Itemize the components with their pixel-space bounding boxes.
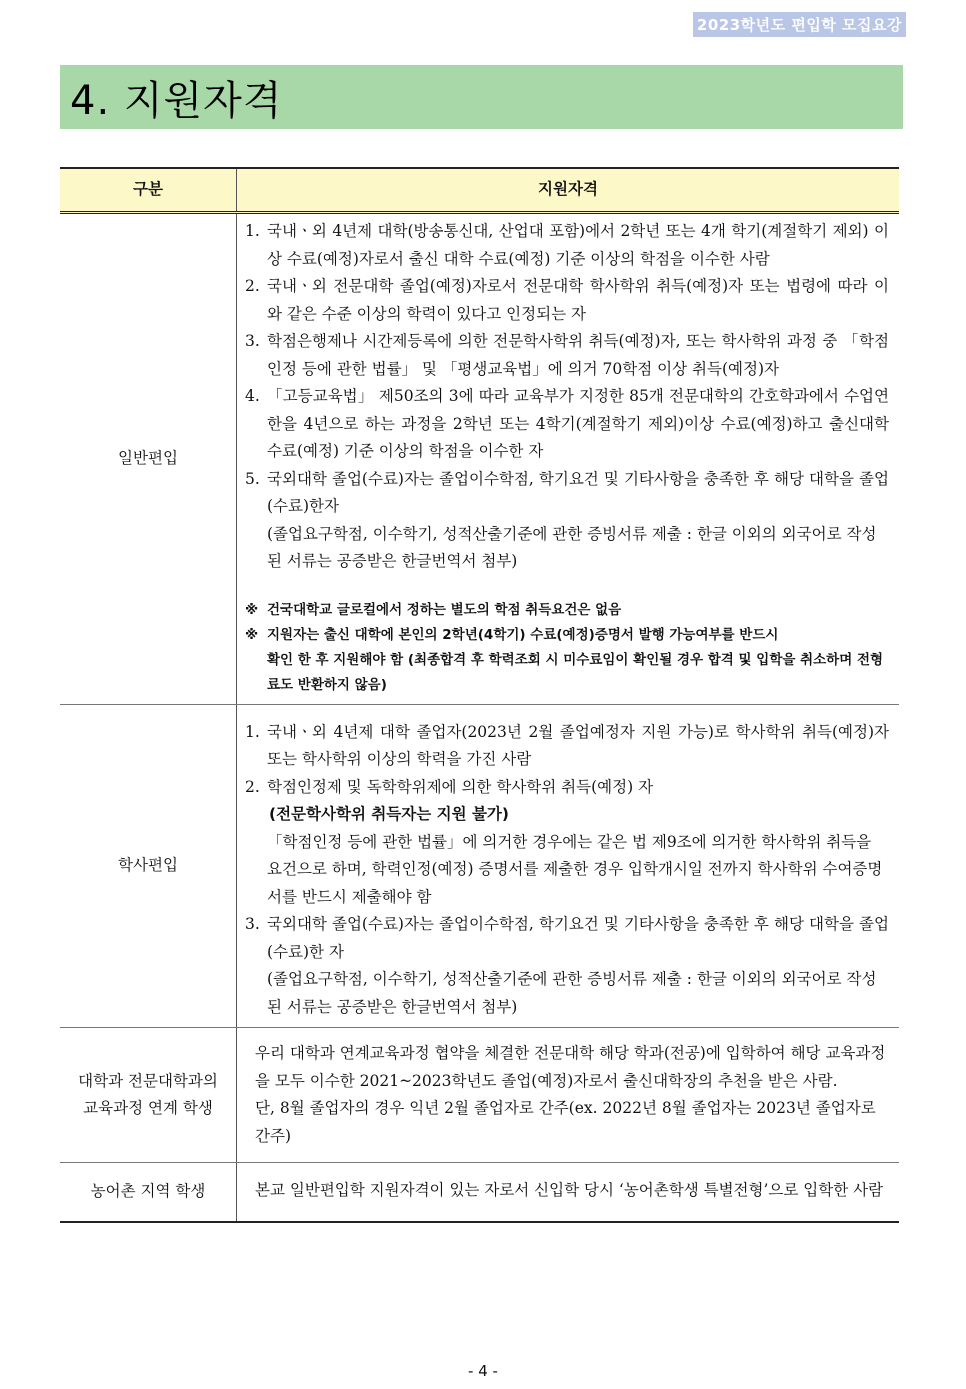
requirement-linked	[237, 1028, 900, 1163]
section-title-bar	[60, 65, 903, 129]
requirement-general	[237, 213, 900, 705]
notice-text: 건국대학교 글로컬에서 정하는 별도의 학점 취득요건은 없음	[267, 601, 622, 618]
item-number: 1.	[245, 222, 260, 240]
requirement-bachelor	[237, 704, 900, 1028]
eligibility-table	[60, 167, 899, 1223]
requirement-text: 단, 8월 졸업자의 경우 익년 2월 졸업자로 간주(ex. 2022년 8월 졸업자는 2023년 졸업자로 간주)	[255, 1099, 876, 1145]
list-item	[245, 774, 889, 802]
notice-line	[245, 623, 889, 698]
category-bachelor: 학사편입	[60, 704, 237, 1028]
item-text: 「고등교육법」 제50조의 3에 따라 교육부가 지정한 85개 전문대학의 간호학과에서 수업연한을 4년으로 하는 과정을 2학년 또는 4학기(계절학기 제외)이상 수료(예정)하고 출신대학 수료(예정) 기준 이상의 학점을 이수한 자	[267, 387, 889, 460]
notice-continuation: 확인 한 후 지원해야 함 (최종합격 후 학력조회 시 미수료임이 확인될 경우 합격 및 입학을 취소하며 전형료도 반환하지 않음)	[267, 651, 884, 693]
list-item	[245, 328, 889, 383]
table-row-bachelor	[60, 704, 899, 1028]
notice-mark: ※	[245, 626, 259, 643]
document-header-tag: 2023학년도 편입학 모집요강	[693, 12, 906, 37]
requirement-text: 우리 대학과 연계교육과정 협약을 체결한 전문대학 해당 학과(전공)에 입학하여 해당 교육과정을 모두 이수한 2021~2023학년도 졸업(예정)자로서 출신대학장의 추천을 받은 사람.	[255, 1044, 886, 1090]
list-item	[245, 383, 889, 466]
column-header-category: 구분	[60, 168, 237, 213]
item-number: 5.	[245, 469, 260, 488]
list-item	[245, 218, 889, 273]
item-text: 국내ㆍ외 4년제 대학 졸업자(2023년 2월 졸업예정자 지원 가능)로 학사학위 취득(예정)자 또는 학사학위 이상의 학력을 가진 사람	[267, 722, 889, 768]
list-item	[245, 273, 889, 328]
category-linked	[60, 1028, 237, 1163]
notice-line	[245, 598, 889, 623]
spacer	[245, 576, 889, 598]
item-text: 국외대학 졸업(수료)자는 졸업이수학점, 학기요건 및 기타사항을 충족한 후 해당 대학을 졸업(수료)한 자	[267, 915, 889, 961]
item-number: 3.	[245, 332, 260, 350]
category-general: 일반편입	[60, 213, 237, 705]
table-row-general	[60, 213, 899, 705]
item-emphasis: (전문학사학위 취득자는 지원 불가)	[269, 805, 509, 823]
list-item	[245, 466, 889, 521]
list-item	[245, 911, 889, 966]
item-number: 2.	[245, 277, 260, 295]
section-title: 4. 지원자격	[70, 77, 283, 124]
requirement-text: 본교 일반편입학 지원자격이 있는 자로서 신입학 당시 ‘농어촌학생 특별전형’으로 입학한 사람	[255, 1181, 884, 1199]
table-row-rural	[60, 1163, 899, 1222]
item-text: 국외대학 졸업(수료)자는 졸업이수학점, 학기요건 및 기타사항을 충족한 후 해당 대학을 졸업(수료)한자	[267, 469, 889, 515]
category-rural: 농어촌 지역 학생	[60, 1163, 237, 1222]
item-text: 국내ㆍ외 4년제 대학(방송통신대, 산업대 포함)에서 2학년 또는 4개 학기(계절학기 제외) 이상 수료(예정)자로서 출신 대학 수료(예정) 기준 이상의 학점을 이수한 사람	[267, 222, 889, 268]
item-text: 학점인정제 및 독학학위제에 의한 학사학위 취득(예정) 자	[267, 777, 654, 796]
page-number: - 4 -	[468, 1362, 498, 1380]
table-header-row	[60, 168, 899, 213]
item-note: (졸업요구학점, 이수학기, 성적산출기준에 관한 증빙서류 제출 : 한글 이외의 외국어로 작성된 서류는 공증받은 한글번역서 첨부)	[267, 970, 877, 1016]
category-line: 교육과정 연계 학생	[83, 1099, 213, 1117]
item-note: (졸업요구학점, 이수학기, 성적산출기준에 관한 증빙서류 제출 : 한글 이외의 외국어로 작성된 서류는 공증받은 한글번역서 첨부)	[267, 524, 877, 570]
item-number: 2.	[245, 777, 260, 796]
column-header-requirement: 지원자격	[237, 168, 900, 213]
item-number: 4.	[245, 387, 260, 405]
item-number: 1.	[245, 722, 260, 741]
item-text: 학점은행제나 시간제등록에 의한 전문학사학위 취득(예정)자, 또는 학사학위 과정 중 「학점인정 등에 관한 법률」 및 「평생교육법」에 의거 70학점 이상 취득(예정)자	[267, 332, 889, 378]
item-text: 국내ㆍ외 전문대학 졸업(예정)자로서 전문대학 학사학위 취득(예정)자 또는 법령에 따라 이와 같은 수준 이상의 학력이 있다고 인정되는 자	[267, 277, 889, 323]
table-row-linked	[60, 1028, 899, 1163]
notice-mark: ※	[245, 601, 259, 618]
list-item	[245, 719, 889, 774]
item-number: 3.	[245, 915, 260, 933]
notice-text: 지원자는 출신 대학에 본인의 2학년(4학기) 수료(예정)증명서 발행 가능여부를 반드시	[267, 626, 779, 643]
item-detail: 「학점인정 등에 관한 법률」에 의거한 경우에는 같은 법 제9조에 의거한 학사학위 취득을 요건으로 하며, 학력인정(예정) 증명서를 제출한 경우 입학개시일 전까지 학사학위 수여증명서를 반드시 제출해야 함	[267, 832, 883, 906]
requirement-rural	[237, 1163, 900, 1222]
category-line: 대학과 전문대학과의	[78, 1071, 218, 1090]
